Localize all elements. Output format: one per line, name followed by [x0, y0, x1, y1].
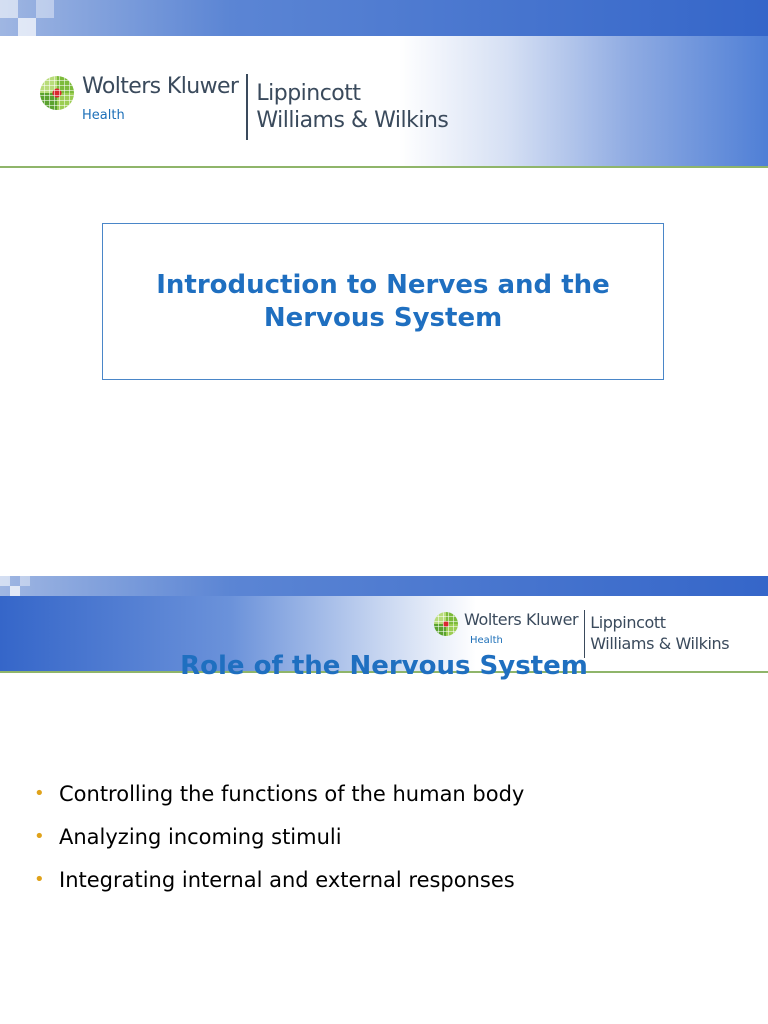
wk-name: Wolters Kluwer [82, 74, 239, 99]
globe-logo-icon [434, 612, 458, 636]
lww-wordmark [256, 80, 448, 134]
bullet-icon: • [34, 783, 45, 804]
wk-name: Wolters Kluwer [464, 610, 579, 629]
bullet-list [34, 772, 524, 901]
globe-logo-icon [40, 76, 74, 110]
bullet-text: Controlling the functions of the human body [59, 781, 525, 806]
bullet-icon: • [34, 826, 45, 847]
list-item [34, 772, 524, 815]
logo-divider [246, 74, 248, 140]
wk-sub: Health [470, 635, 503, 646]
header-top-bar [0, 0, 768, 36]
bullet-text: Analyzing incoming stimuli [59, 824, 342, 849]
slide-title: Role of the Nervous System [180, 651, 588, 681]
slide-2 [0, 576, 768, 1024]
wolters-kluwer-wordmark [464, 610, 578, 646]
lww-line-2: Williams & Wilkins [256, 108, 449, 133]
wk-sub: Health [82, 108, 125, 123]
lww-line-1: Lippincott [590, 613, 666, 632]
lww-line-2: Williams & Wilkins [590, 634, 730, 653]
publisher-logo [40, 74, 448, 140]
list-item [34, 815, 524, 858]
slide-title: Introduction to Nerves and the Nervous System [156, 269, 610, 333]
bullet-icon: • [34, 869, 45, 890]
list-item [34, 858, 524, 901]
lww-line-1: Lippincott [256, 81, 361, 106]
wolters-kluwer-wordmark [82, 74, 238, 123]
header-top-bar [0, 576, 768, 596]
header-divider-line [0, 166, 768, 168]
title-box [102, 223, 664, 380]
bullet-text: Integrating internal and external responses [59, 867, 515, 892]
